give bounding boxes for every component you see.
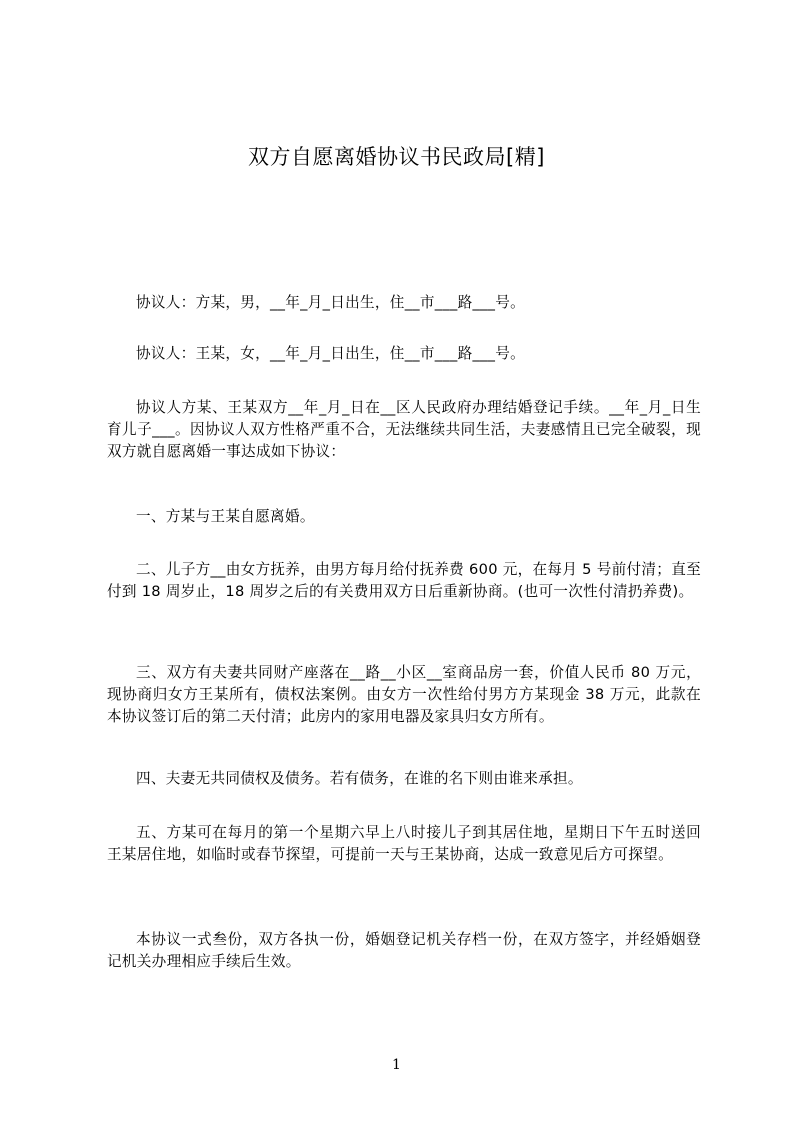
effective-clause-paragraph: 本协议一式叁份，双方各执一份，婚姻登记机关存档一份，在双方签字，并经婚姻登记机关办理相应手续后生效。 <box>107 931 701 970</box>
clause-3-paragraph: 三、双方有夫妻共同财产座落在__路__小区__室商品房一套，价值人民币 80 万元，现协商归女方王某所有，债权法案例。由女方一次性给付男方方某现金 38 万元，此款在本协议签订后的第二天付清；此房内的家用电器及家具归女方所有。 <box>107 664 701 725</box>
clause-2-paragraph: 二、儿子方__由女方抚养，由男方每月给付抚养费 600 元，在每月 5 号前付清；直至付到 18 周岁止，18 周岁之后的有关费用双方日后重新协商。(也可一次性付清扔养费)。 <box>107 561 701 600</box>
clause-5-paragraph: 五、方某可在每月的第一个星期六早上八时接儿子到其居住地，星期日下午五时送回王某居住地，如临时或春节探望，可提前一天与王某协商，达成一致意见后方可探望。 <box>107 824 701 863</box>
clause-1-paragraph: 一、方某与王某自愿离婚。 <box>136 508 315 525</box>
party-female-paragraph: 协议人：王某，女，__年_月_日出生，住__市___路___号。 <box>136 345 526 362</box>
clause-4-paragraph: 四、夫妻无共同债权及债务。若有债务，在谁的名下则由谁来承担。 <box>136 770 583 787</box>
background-paragraph: 协议人方某、王某双方__年_月_日在__区人民政府办理结婚登记手续。__年_月_日生育儿子___。因协议人双方性格严重不合，无法继续共同生活，夫妻感情且已完全破裂，现双方就自愿离婚一事达成如下协议： <box>107 399 701 460</box>
page-number: 1 <box>392 1057 401 1073</box>
party-male-paragraph: 协议人：方某，男，__年_月_日出生，住__市___路___号。 <box>136 294 526 311</box>
document-title: 双方自愿离婚协议书民政局[精] <box>248 145 545 169</box>
